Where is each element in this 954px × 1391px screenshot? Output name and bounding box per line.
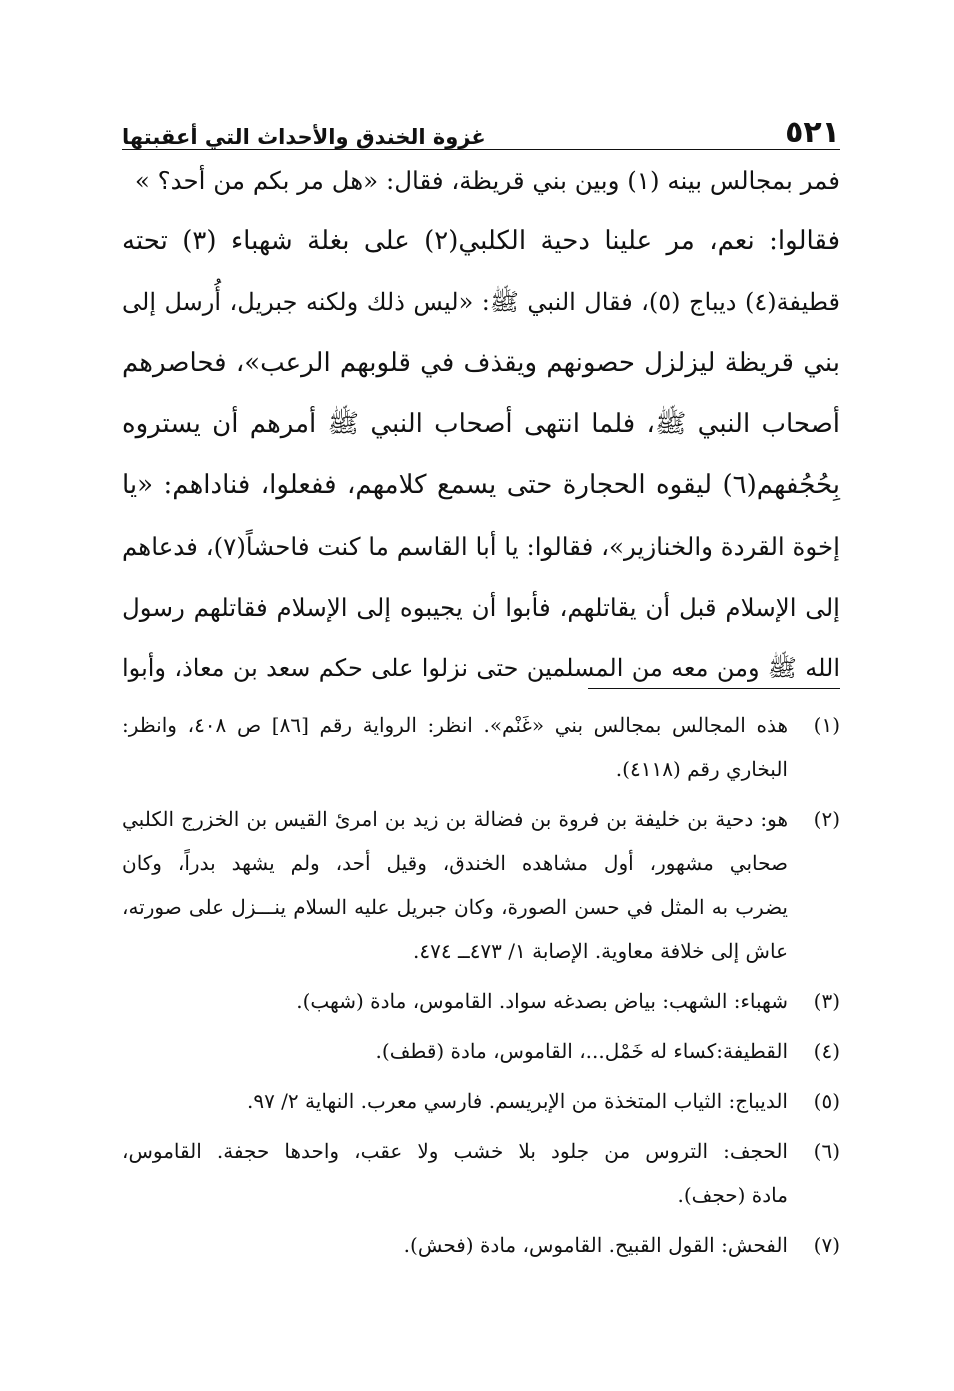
footnotes bbox=[122, 703, 840, 1273]
text-line: الله ﷺ ومن معه من المسلمين حتى نزلوا على حكم سعد بن معاذ، وأبوا bbox=[122, 654, 840, 682]
text-line: بني قريظة ليزلزل حصونهم ويقذف في قلوبهم الرعب»، فحاصرهم bbox=[122, 348, 840, 378]
text-line: قطيفة(٤) ديباج (٥)، فقال النبي ﷺ: «ليس ذلك ولكنه جبريل، أُرسل إلى bbox=[122, 288, 840, 316]
text-line: إلى الإسلام قبل أن يقاتلهم، فأبوا أن يجيبوه إلى الإسلام فقاتلهم رسول bbox=[122, 593, 840, 622]
footnote-text bbox=[122, 1029, 788, 1073]
footnote-3 bbox=[122, 979, 840, 1023]
footnote-1 bbox=[122, 703, 840, 791]
text-line: إخوة القردة والخنازير»، فقالوا: يا أبا القاسم ما كنت فاحشاً(٧)، فدعاهم bbox=[122, 532, 840, 561]
footnote-line: مادة (حجف). bbox=[677, 1183, 788, 1207]
footnote-number: (٦) bbox=[813, 1139, 840, 1163]
text-line: بِحُجُفهم(٦) ليقوه الحجارة حتى يسمع كلامهم، ففعلوا، فناداهم: «يا bbox=[122, 470, 840, 500]
footnote-line: الديباج: الثياب المتخذة من الإبريسم. فارسي معرب. النهاية ٢/ ٩٧. bbox=[246, 1089, 788, 1113]
footnote-text bbox=[122, 979, 788, 1023]
page-number: ٥٢١ bbox=[785, 115, 840, 150]
text-line: فقالوا: نعم، مر علينا دحية الكلبي(٢) على بغلة شهباء (٣) تحته bbox=[122, 226, 840, 256]
footnote-number: (٤) bbox=[813, 1039, 840, 1063]
footnote-line: البخاري رقم (٤١١٨). bbox=[615, 757, 788, 781]
main-text bbox=[122, 150, 840, 699]
footnote-number: (١) bbox=[813, 713, 840, 737]
footnote-number: (٢) bbox=[813, 807, 840, 831]
footnote-number: (٥) bbox=[813, 1089, 840, 1113]
footnote-5 bbox=[122, 1079, 840, 1123]
footnote-text bbox=[122, 1079, 788, 1123]
footnote-number: (٣) bbox=[813, 989, 840, 1013]
footnote-number: (٧) bbox=[813, 1233, 840, 1257]
footnote-line: الفحش: القول القبيح. القاموس، مادة (فحش). bbox=[403, 1233, 788, 1257]
footnote-4 bbox=[122, 1029, 840, 1073]
page-header bbox=[122, 108, 840, 148]
running-title: غزوة الخندق والأحداث التي أعقبتها bbox=[122, 125, 486, 149]
footnote-2 bbox=[122, 797, 840, 973]
footnote-line: الحجف: التروس من جلود بلا خشب ولا عقب، واحدها حجفة. القاموس، bbox=[122, 1139, 788, 1163]
text-line: أصحاب النبي ﷺ، فلما انتهى أصحاب النبي ﷺ أمرهم أن يستروه bbox=[122, 409, 840, 439]
footnote-line: صحابي مشهور، أول مشاهده الخندق، وقيل أحد، ولم يشهد بدراً، وكان bbox=[122, 851, 788, 875]
footnote-separator bbox=[588, 688, 840, 689]
footnote-text bbox=[122, 1223, 788, 1267]
footnote-line: هو: دحية بن خليفة بن فروة بن فضالة بن زيد بن امرئ القيس بن الخزرج الكلبي bbox=[122, 807, 788, 831]
footnote-text bbox=[122, 1129, 788, 1217]
footnote-line: القطيفة:كساء له خَمْل...، القاموس، مادة (قطف). bbox=[375, 1039, 788, 1063]
footnote-line: عاش إلى خلافة معاوية. الإصابة ١/ ٤٧٣ــ ٤٧٤. bbox=[413, 939, 788, 963]
footnote-line: هذه المجالس بمجالس بني «غَنْم». انظر: الرواية رقم [٨٦] ص ٤٠٨، وانظر: bbox=[122, 713, 788, 737]
footnote-text bbox=[122, 797, 788, 973]
footnote-7 bbox=[122, 1223, 840, 1267]
footnote-text bbox=[122, 703, 788, 791]
text-line: فمر بمجالس بينه (١) وبين بني قريظة، فقال: «هل مر بكم من أحد؟ » bbox=[134, 166, 840, 195]
footnote-line: يضرب به المثل في حسن الصورة، وكان جبريل عليه السلام ينـــزل على صورته، bbox=[122, 895, 788, 919]
footnote-6 bbox=[122, 1129, 840, 1217]
footnote-line: شهباء: الشهب: بياض بصدغه سواد. القاموس، مادة (شهب). bbox=[296, 989, 788, 1013]
